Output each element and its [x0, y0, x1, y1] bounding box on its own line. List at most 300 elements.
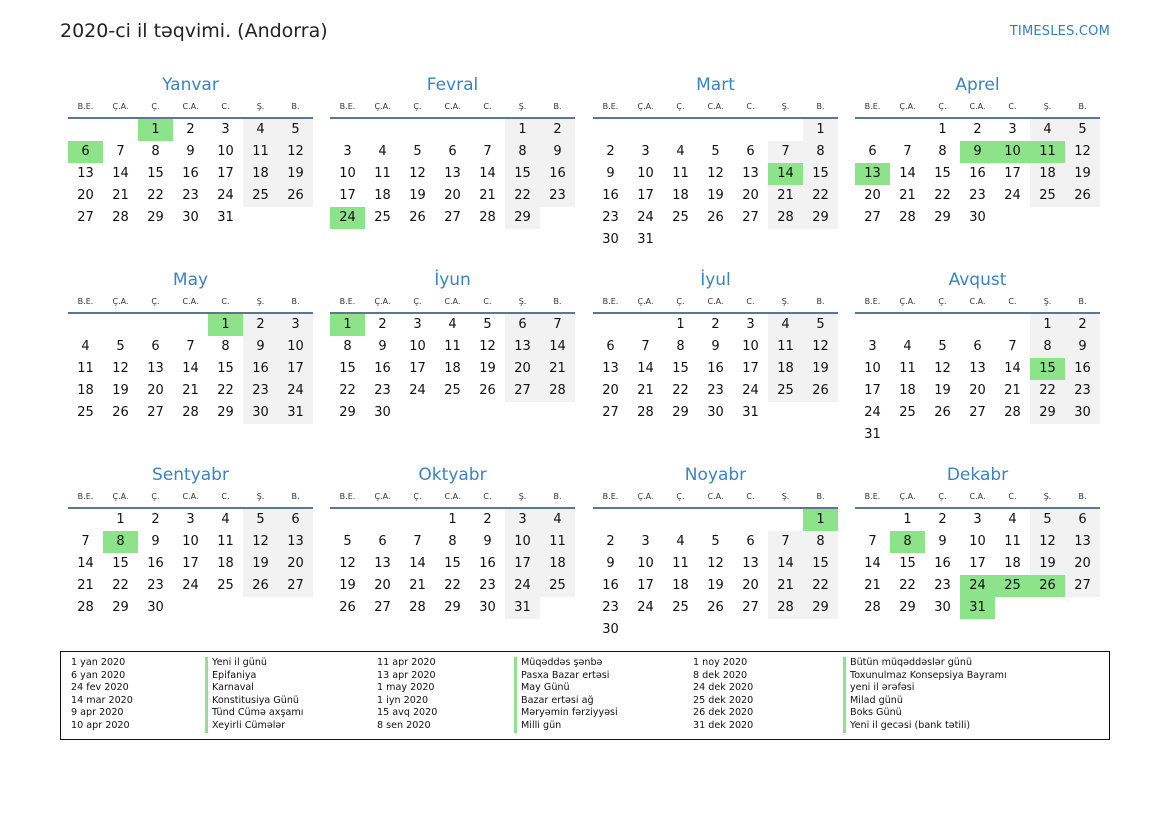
day-cell: 15	[217, 361, 234, 376]
weekend-day: 10	[505, 531, 540, 553]
weekday-header	[68, 100, 313, 119]
day-cell: 30	[934, 600, 951, 615]
weekday-label: B.	[816, 297, 825, 306]
legend-date: 25 dek 2020	[693, 694, 754, 706]
week-row	[593, 207, 838, 229]
weekday-label: B.E.	[864, 492, 881, 501]
day-cell: 19	[707, 188, 724, 203]
weekend-day: 24	[278, 380, 313, 402]
weekday-label: Ş.	[256, 492, 265, 501]
empty-cell	[768, 229, 803, 251]
day-cell: 3	[343, 144, 352, 159]
weekday-label: Ş.	[1043, 297, 1052, 306]
legend-date: 1 yan 2020	[71, 657, 126, 668]
day-cell: 15	[339, 361, 356, 376]
weekday-header	[855, 100, 1100, 119]
day-cell: 10	[637, 166, 654, 181]
month-fevral	[330, 74, 575, 229]
weekend-day: 22	[803, 185, 838, 207]
day-cell: 3	[413, 317, 422, 332]
day-cell: 1	[448, 512, 457, 527]
day-cell: 20	[77, 188, 94, 203]
empty-cell	[855, 119, 890, 141]
empty-cell	[138, 314, 173, 336]
empty-cell	[278, 207, 313, 229]
week-row	[593, 185, 838, 207]
weekend-day: 12	[1065, 141, 1100, 163]
month-sentyabr	[68, 464, 313, 619]
week-row	[68, 358, 313, 380]
empty-cell	[925, 424, 960, 446]
empty-cell	[540, 402, 575, 424]
holiday-day: 31	[960, 597, 995, 619]
day-cell: 16	[707, 361, 724, 376]
month-i̇yun	[330, 269, 575, 424]
week-row	[593, 380, 838, 402]
week-row	[330, 119, 575, 141]
day-cell: 28	[182, 405, 199, 420]
day-cell: 17	[217, 166, 234, 181]
empty-cell	[505, 402, 540, 424]
weekend-day: 4	[243, 119, 278, 141]
week-row	[593, 358, 838, 380]
weekend-day: 1	[803, 119, 838, 141]
legend-dates	[71, 657, 133, 733]
day-cell: 14	[182, 361, 199, 376]
week-row	[855, 163, 1100, 185]
empty-cell	[663, 119, 698, 141]
empty-cell	[243, 207, 278, 229]
day-cell: 18	[672, 578, 689, 593]
weekend-day: 4	[768, 314, 803, 336]
day-cell: 11	[672, 166, 689, 181]
day-cell: 2	[483, 512, 492, 527]
weekend-day: 2	[243, 314, 278, 336]
week-row	[330, 163, 575, 185]
day-cell: 25	[217, 578, 234, 593]
legend-date: 31 dek 2020	[693, 719, 754, 731]
day-cell: 17	[339, 188, 356, 203]
weekday-label: B.E.	[339, 102, 356, 111]
day-cell: 20	[602, 383, 619, 398]
weekend-day: 31	[278, 402, 313, 424]
empty-cell	[173, 597, 208, 619]
day-cell: 3	[868, 339, 877, 354]
day-cell: 30	[479, 600, 496, 615]
day-cell: 14	[864, 556, 881, 571]
weekend-day: 18	[768, 358, 803, 380]
legend-date: 26 dek 2020	[693, 707, 754, 719]
weekend-day: 21	[768, 185, 803, 207]
empty-cell	[103, 119, 138, 141]
month-yanvar	[68, 74, 313, 229]
day-cell: 15	[934, 166, 951, 181]
weekday-label: Ç.A.	[374, 297, 391, 306]
weekday-label: Ç.A.	[374, 102, 391, 111]
week-row	[68, 597, 313, 619]
day-cell: 23	[969, 188, 986, 203]
day-cell: 3	[221, 122, 230, 137]
day-cell: 6	[378, 534, 387, 549]
legend-names	[843, 657, 1007, 733]
week-row	[593, 553, 838, 575]
weekday-label: Ç.A.	[112, 102, 129, 111]
empty-cell	[995, 424, 1030, 446]
month-aprel	[855, 74, 1100, 229]
weekend-day: 25	[243, 185, 278, 207]
weekday-label: B.	[291, 102, 300, 111]
legend-holiday-name: May Günü	[514, 682, 618, 695]
weekend-day: 12	[1030, 531, 1065, 553]
day-cell: 15	[147, 166, 164, 181]
day-cell: 22	[217, 383, 234, 398]
weekend-day: 26	[243, 575, 278, 597]
weekday-label: Ç.A.	[637, 297, 654, 306]
holiday-day: 11	[1030, 141, 1065, 163]
day-cell: 20	[444, 188, 461, 203]
day-cell: 21	[479, 188, 496, 203]
week-row	[593, 163, 838, 185]
weekend-day: 27	[505, 380, 540, 402]
day-cell: 9	[378, 339, 387, 354]
week-row	[855, 380, 1100, 402]
day-cell: 2	[151, 512, 160, 527]
weekday-header	[855, 295, 1100, 314]
day-cell: 20	[374, 578, 391, 593]
holiday-day: 13	[855, 163, 890, 185]
day-cell: 30	[707, 405, 724, 420]
day-cell: 18	[672, 188, 689, 203]
day-cell: 4	[903, 339, 912, 354]
day-cell: 3	[746, 317, 755, 332]
day-cell: 1	[903, 512, 912, 527]
empty-cell	[663, 509, 698, 531]
weekend-day: 28	[540, 380, 575, 402]
weekday-label: Ç.A.	[899, 102, 916, 111]
weekend-day: 21	[540, 358, 575, 380]
week-row	[330, 553, 575, 575]
week-row	[68, 575, 313, 597]
day-cell: 7	[641, 339, 650, 354]
week-row	[593, 597, 838, 619]
month-name: Noyabr	[684, 465, 747, 485]
day-cell: 9	[938, 534, 947, 549]
day-cell: 19	[339, 578, 356, 593]
month-name: Oktyabr	[418, 465, 487, 485]
legend-holiday-name: Pasxa Bazar ertəsi	[514, 670, 618, 683]
day-cell: 26	[707, 600, 724, 615]
empty-cell	[733, 229, 768, 251]
empty-cell	[890, 424, 925, 446]
day-cell: 29	[147, 210, 164, 225]
weekday-label: C.	[221, 102, 230, 111]
day-cell: 7	[81, 534, 90, 549]
weekday-label: Ş.	[781, 492, 790, 501]
month-name: Avqust	[948, 270, 1007, 290]
week-row	[68, 553, 313, 575]
legend-holiday-name: yeni il ərəfəsi	[843, 682, 1007, 695]
weekday-label: B.	[1078, 102, 1087, 111]
day-cell: 25	[77, 405, 94, 420]
empty-cell	[663, 619, 698, 641]
empty-cell	[855, 314, 890, 336]
weekday-label: Ç.A.	[637, 492, 654, 501]
day-cell: 17	[969, 556, 986, 571]
weekend-day: 2	[540, 119, 575, 141]
weekend-day: 1	[505, 119, 540, 141]
day-cell: 19	[707, 578, 724, 593]
week-row	[330, 141, 575, 163]
empty-cell	[470, 119, 505, 141]
weekend-day: 26	[803, 380, 838, 402]
week-row	[330, 402, 575, 424]
day-cell: 12	[707, 166, 724, 181]
weekend-day: 6	[278, 509, 313, 531]
day-cell: 23	[934, 578, 951, 593]
empty-cell	[733, 119, 768, 141]
weekday-label: C.A.	[707, 492, 724, 501]
weekday-label: B.E.	[77, 492, 94, 501]
empty-cell	[663, 229, 698, 251]
day-cell: 23	[182, 188, 199, 203]
weekend-day: 28	[768, 597, 803, 619]
weekend-day: 8	[803, 531, 838, 553]
day-cell: 29	[934, 210, 951, 225]
weekend-day: 15	[505, 163, 540, 185]
month-dekabr	[855, 464, 1100, 619]
day-cell: 2	[378, 317, 387, 332]
day-cell: 14	[479, 166, 496, 181]
weekday-label: B.	[1078, 297, 1087, 306]
legend-holiday-name: Bazar ertəsi ağ	[514, 695, 618, 708]
month-avqust	[855, 269, 1100, 446]
day-cell: 30	[182, 210, 199, 225]
day-cell: 8	[676, 339, 685, 354]
day-cell: 17	[742, 361, 759, 376]
week-row	[330, 185, 575, 207]
day-cell: 9	[711, 339, 720, 354]
holiday-day: 8	[103, 531, 138, 553]
day-cell: 6	[746, 534, 755, 549]
day-cell: 18	[374, 188, 391, 203]
weekend-day: 3	[505, 509, 540, 531]
weekend-day: 22	[803, 575, 838, 597]
day-cell: 27	[742, 210, 759, 225]
weekday-label: B.	[553, 102, 562, 111]
weekend-day: 25	[540, 575, 575, 597]
day-cell: 7	[413, 534, 422, 549]
day-cell: 3	[973, 512, 982, 527]
day-cell: 17	[637, 188, 654, 203]
weekend-day: 4	[1030, 119, 1065, 141]
empty-cell	[593, 314, 628, 336]
weekend-day: 9	[540, 141, 575, 163]
day-cell: 6	[606, 339, 615, 354]
weekend-day: 27	[1065, 575, 1100, 597]
day-cell: 4	[221, 512, 230, 527]
day-cell: 15	[899, 556, 916, 571]
weekday-label: Ç.	[151, 102, 160, 111]
week-row	[855, 424, 1100, 446]
weekday-label: B.	[1078, 492, 1087, 501]
legend-names	[514, 657, 618, 733]
weekend-day: 23	[540, 185, 575, 207]
day-cell: 21	[409, 578, 426, 593]
day-cell: 1	[676, 317, 685, 332]
day-cell: 22	[934, 188, 951, 203]
day-cell: 24	[742, 383, 759, 398]
weekday-label: Ç.A.	[899, 297, 916, 306]
day-cell: 14	[77, 556, 94, 571]
legend-date: 24 dek 2020	[693, 682, 754, 694]
empty-cell	[593, 509, 628, 531]
weekend-day: 9	[1065, 336, 1100, 358]
empty-cell	[995, 207, 1030, 229]
day-cell: 10	[637, 556, 654, 571]
holiday-day: 8	[890, 531, 925, 553]
day-cell: 27	[374, 600, 391, 615]
weekday-label: Ç.A.	[112, 492, 129, 501]
day-cell: 21	[77, 578, 94, 593]
weekday-label: Ş.	[518, 297, 527, 306]
empty-cell	[593, 119, 628, 141]
day-cell: 13	[742, 166, 759, 181]
day-cell: 2	[973, 122, 982, 137]
day-cell: 11	[444, 339, 461, 354]
day-cell: 3	[186, 512, 195, 527]
day-cell: 9	[483, 534, 492, 549]
day-cell: 28	[637, 405, 654, 420]
day-cell: 10	[864, 361, 881, 376]
day-cell: 22	[339, 383, 356, 398]
legend-holiday-name: Xeyirli Cümələr	[205, 720, 303, 733]
day-cell: 18	[899, 383, 916, 398]
legend-date: 1 noy 2020	[693, 657, 748, 668]
site-link[interactable]: TIMESLES.COM	[1009, 24, 1110, 39]
weekday-label: C.A.	[969, 102, 986, 111]
day-cell: 2	[711, 317, 720, 332]
weekday-label: C.A.	[444, 102, 461, 111]
weekend-day: 29	[803, 597, 838, 619]
weekend-day: 25	[768, 380, 803, 402]
week-row	[68, 402, 313, 424]
day-cell: 24	[637, 210, 654, 225]
weekday-label: C.A.	[969, 492, 986, 501]
weekday-label: Ç.	[676, 102, 685, 111]
day-cell: 21	[637, 383, 654, 398]
week-row	[855, 314, 1100, 336]
day-cell: 6	[746, 144, 755, 159]
weekend-day: 4	[540, 509, 575, 531]
empty-cell	[960, 314, 995, 336]
legend-date: 1 iyn 2020	[377, 694, 429, 706]
weekend-day: 1	[1030, 314, 1065, 336]
week-row	[330, 314, 575, 336]
day-cell: 12	[707, 556, 724, 571]
legend-holiday-name: Karnaval	[205, 682, 303, 695]
holiday-day: 1	[208, 314, 243, 336]
day-cell: 13	[444, 166, 461, 181]
day-cell: 21	[182, 383, 199, 398]
empty-cell	[698, 119, 733, 141]
day-cell: 30	[374, 405, 391, 420]
empty-cell	[435, 402, 470, 424]
week-row	[855, 336, 1100, 358]
weekday-label: C.	[746, 297, 755, 306]
empty-cell	[768, 509, 803, 531]
weekend-day: 12	[278, 141, 313, 163]
day-cell: 11	[672, 556, 689, 571]
day-cell: 24	[637, 600, 654, 615]
day-cell: 16	[602, 188, 619, 203]
weekday-label: C.	[483, 492, 492, 501]
weekday-header	[330, 295, 575, 314]
weekend-day: 19	[278, 163, 313, 185]
legend-date: 6 yan 2020	[71, 669, 126, 681]
day-cell: 12	[409, 166, 426, 181]
holiday-day: 1	[330, 314, 365, 336]
month-mart	[593, 74, 838, 251]
month-i̇yul	[593, 269, 838, 424]
week-row	[593, 402, 838, 424]
empty-cell	[803, 402, 838, 424]
day-cell: 27	[77, 210, 94, 225]
day-cell: 7	[186, 339, 195, 354]
holiday-day: 15	[1030, 358, 1065, 380]
day-cell: 7	[903, 144, 912, 159]
week-row	[330, 336, 575, 358]
week-row	[330, 509, 575, 531]
day-cell: 8	[448, 534, 457, 549]
holiday-legend	[60, 651, 1110, 740]
empty-cell	[243, 597, 278, 619]
day-cell: 17	[637, 578, 654, 593]
day-cell: 30	[969, 210, 986, 225]
month-name: Mart	[696, 75, 735, 95]
empty-cell	[68, 119, 103, 141]
weekend-day: 23	[1065, 380, 1100, 402]
day-cell: 18	[217, 556, 234, 571]
day-cell: 16	[479, 556, 496, 571]
weekday-label: Ç.	[413, 297, 422, 306]
weekend-day: 5	[278, 119, 313, 141]
week-row	[855, 575, 1100, 597]
empty-cell	[890, 119, 925, 141]
day-cell: 27	[147, 405, 164, 420]
day-cell: 19	[479, 361, 496, 376]
week-row	[593, 619, 838, 641]
day-cell: 14	[899, 166, 916, 181]
empty-cell	[330, 509, 365, 531]
week-row	[593, 229, 838, 251]
weekend-day: 27	[278, 575, 313, 597]
holiday-day: 24	[330, 207, 365, 229]
day-cell: 11	[1004, 534, 1021, 549]
day-cell: 26	[479, 383, 496, 398]
weekend-day: 21	[768, 575, 803, 597]
empty-cell	[400, 509, 435, 531]
week-row	[330, 358, 575, 380]
weekday-label: C.A.	[444, 297, 461, 306]
day-cell: 20	[742, 188, 759, 203]
weekday-label: C.A.	[182, 102, 199, 111]
week-row	[855, 402, 1100, 424]
week-row	[855, 207, 1100, 229]
empty-cell	[1030, 424, 1065, 446]
weekday-label: C.	[483, 297, 492, 306]
week-row	[330, 207, 575, 229]
weekend-day: 6	[1065, 509, 1100, 531]
